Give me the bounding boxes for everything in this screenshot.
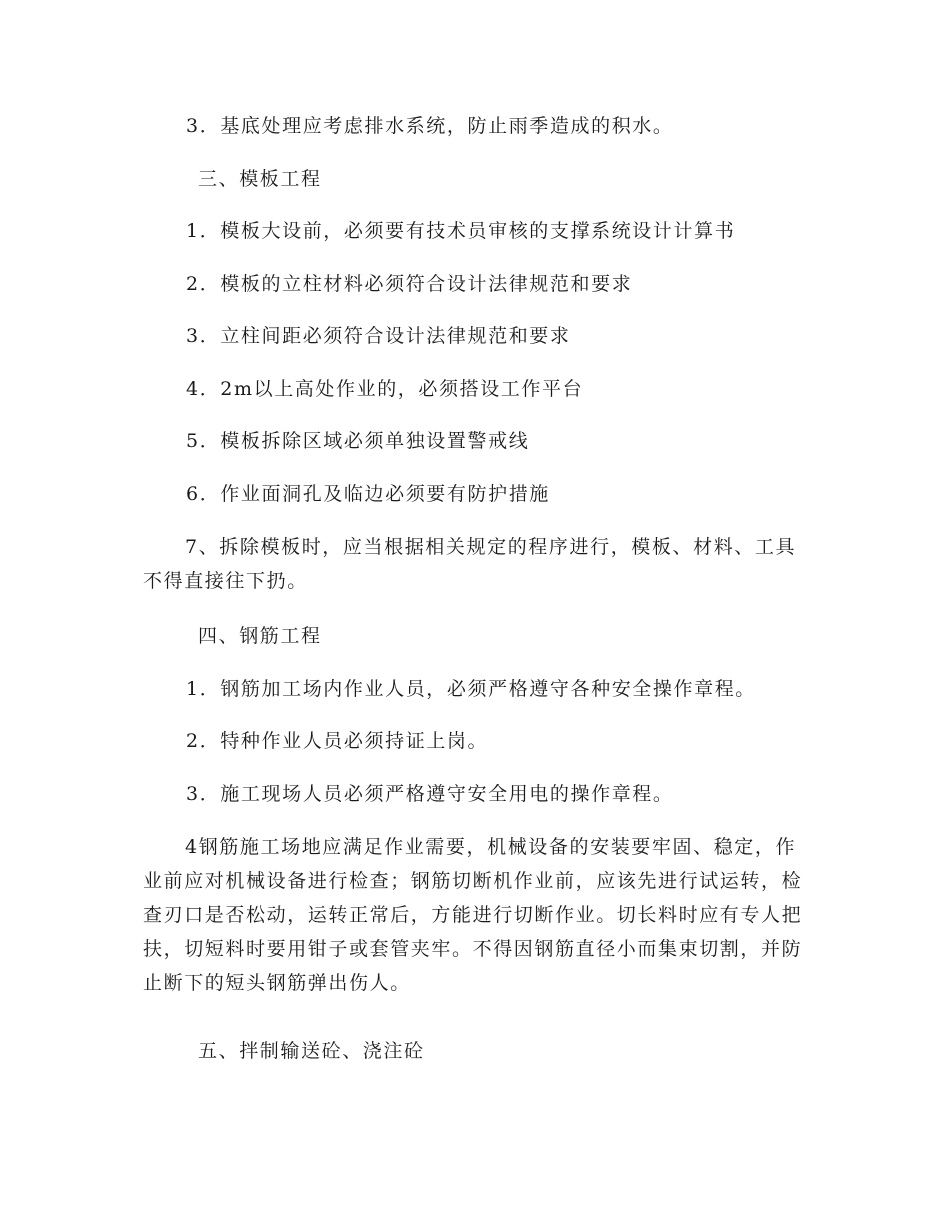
section-heading-concrete: 五、拌制输送砼、浇注砼	[198, 1040, 425, 1062]
rebar-item-4: 4钢筋施工场地应满足作业需要，机械设备的安装要牢固、稳定，作业前应对机械设备进行检查；钢筋切断机作业前，应该先进行试运转，检查刃口是否松动，运转正常后，方能进行切断作业。切长料时应有专人把扶，切短料时要用钳子或套管夹牢。不得因钢筋直径小而集束切割，并防止断下的短头钢筋弹出伤人。	[143, 836, 803, 994]
formwork-item-7: 7、拆除模板时，应当根据相关规定的程序进行，模板、材料、工具不得直接往下扔。	[143, 536, 797, 592]
section-heading-rebar: 四、钢筋工程	[198, 625, 322, 647]
formwork-item-5: 5．模板拆除区域必须单独设置警戒线	[186, 430, 530, 452]
item-drainage: 3．基底处理应考虑排水系统，防止雨季造成的积水。	[186, 115, 674, 137]
formwork-item-1: 1．模板大设前，必须要有技术员审核的支撑系统设计计算书	[186, 220, 736, 242]
formwork-item-6: 6．作业面洞孔及临边必须要有防护措施	[186, 483, 550, 505]
formwork-item-4: 4．2m以上高处作业的，必须搭设工作平台	[186, 378, 584, 400]
section-heading-formwork: 三、模板工程	[198, 168, 322, 190]
formwork-item-3: 3．立柱间距必须符合设计法律规范和要求	[186, 325, 571, 347]
rebar-item-1: 1．钢筋加工场内作业人员，必须严格遵守各种安全操作章程。	[186, 678, 756, 700]
formwork-item-2: 2．模板的立柱材料必须符合设计法律规范和要求	[186, 273, 633, 295]
rebar-item-2: 2．特种作业人员必须持证上岗。	[186, 730, 489, 752]
rebar-item-3: 3．施工现场人员必须严格遵守安全用电的操作章程。	[186, 783, 674, 805]
